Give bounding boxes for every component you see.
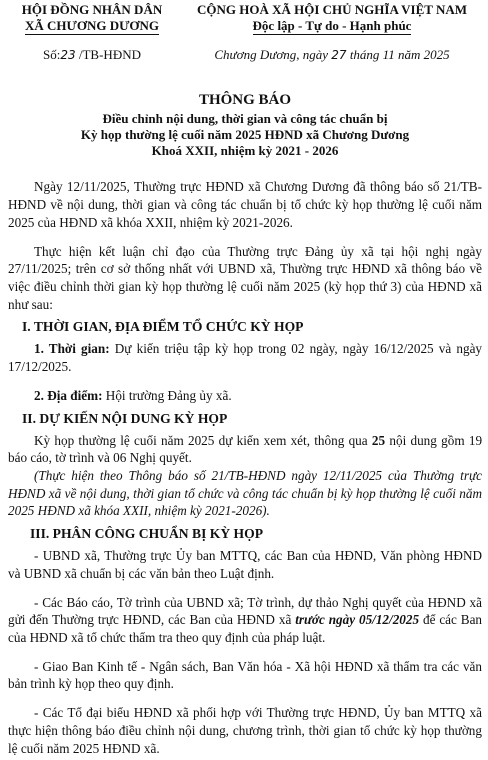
document-title: THÔNG BÁO xyxy=(198,91,292,108)
section-3-heading: III. PHÂN CÔNG CHUẨN BỊ KỲ HỌP xyxy=(30,526,263,542)
meeting-content xyxy=(8,432,482,467)
paragraph-2: Thực hiện kết luận chỉ đạo của Thường trực Đảng ủy xã tại hội nghị ngày 27/11/2025; trên cơ sở thống nhất với UBND xã, Thường trực HĐND xã thông báo về việc điều chỉnh thời gian kỳ họp thường lệ cuối năm 2025 (kỳ họp thứ 3) của HĐND xã như sau: xyxy=(8,243,482,312)
meeting-time xyxy=(8,340,482,375)
content-note: (Thực hiện theo Thông báo số 21/TB-HĐND ngày 12/11/2025 của Thường trực HĐND xã về nội dung, thời gian tổ chức và công tác chuẩn bị kỳ họp thường lệ cuối năm 2025 HĐND xã khóa XXII, nhiệm kỳ 2021-2026). xyxy=(8,468,482,519)
document-header xyxy=(8,0,482,35)
section-1-heading: I. THỜI GIAN, ĐỊA ĐIỂM TỔ CHỨC KỲ HỌP xyxy=(22,319,304,335)
assignment-3: - Giao Ban Kinh tế - Ngân sách, Ban Văn hóa - Xã hội HĐND xã thẩm tra các văn bản trình kỳ họp theo quy định. xyxy=(8,658,482,692)
date-suffix: tháng 11 năm 2025 xyxy=(349,47,450,63)
issuing-agency xyxy=(8,2,176,35)
document-subtitle xyxy=(8,111,482,160)
document-number xyxy=(8,46,176,63)
document-date xyxy=(182,46,482,63)
section-2-heading: II. DỰ KIẾN NỘI DUNG KỲ HỌP xyxy=(22,410,228,426)
subtitle-line-3: Khoá XXII, nhiệm kỳ 2021 - 2026 xyxy=(151,143,339,159)
document-meta xyxy=(8,46,482,63)
doc-no-handwritten: 23 xyxy=(60,48,76,63)
meeting-place xyxy=(8,387,482,405)
nation-line-1: CỘNG HOÀ XÃ HỘI CHỦ NGHĨA VIỆT NAM xyxy=(196,2,468,17)
doc-no-prefix: Số: xyxy=(43,47,61,63)
assignment-2 xyxy=(8,594,482,647)
assignment-2-text-b: để các Ban của HĐND xã tổ chức thẩm tra theo quy định của pháp luật. xyxy=(8,612,483,646)
place-text: Hội trường Đảng ủy xã. xyxy=(105,387,232,403)
agency-line-1: HỘI ĐỒNG NHÂN DÂN xyxy=(21,2,163,17)
subtitle-line-1: Điều chỉnh nội dung, thời gian và công tác chuẩn bị xyxy=(102,110,388,126)
subtitle-line-2: Kỳ họp thường lệ cuối năm 2025 HĐND xã Chương Dương xyxy=(80,126,410,142)
time-label: 1. Thời gian: xyxy=(34,341,110,357)
document-body xyxy=(8,178,482,757)
place-label: 2. Địa điểm: xyxy=(34,387,103,403)
doc-no-suffix: /TB-HĐND xyxy=(78,47,141,63)
national-motto xyxy=(182,2,482,35)
content-text-a: Kỳ họp thường lệ cuối năm 2025 dự kiến xem xét, thông qua xyxy=(34,432,368,448)
agency-line-2: XÃ CHƯƠNG DƯƠNG xyxy=(25,18,159,36)
time-text: Dự kiến triệu tập kỳ họp trong 02 ngày, ngày 16/12/2025 và ngày 17/12/2025. xyxy=(8,341,483,375)
submission-deadline: trước ngày 05/12/2025 xyxy=(295,612,420,628)
assignment-1: - UBND xã, Thường trực Ủy ban MTTQ, các Ban của HĐND, Văn phòng HĐND và UBND xã chuẩn bị các văn bản theo Luật định. xyxy=(8,548,482,582)
date-day-handwritten: 27 xyxy=(331,48,347,63)
paragraph-1: Ngày 12/11/2025, Thường trực HĐND xã Chương Dương đã thông báo số 21/TB-HĐND về nội dung, thời gian và công tác chuẩn bị tổ chức kỳ họp thường lệ cuối năm 2025 của HĐND xã khóa XXII, nhiệm kỳ 2021-2026. xyxy=(8,179,482,230)
assignment-2-text-a: - Các Báo cáo, Tờ trình của UBND xã; Tờ trình, dự thảo Nghị quyết của HĐND xã gửi đến Thường trực HĐND, các Ban của HĐND xã xyxy=(8,594,482,628)
date-prefix: Chương Dương, ngày xyxy=(214,47,329,63)
assignment-4: - Các Tổ đại biểu HĐND xã phối hợp với Thường trực HĐND, Ủy ban MTTQ xã thực hiện thông báo điều chỉnh nội dung, chương trình, thời gian tổ chức kỳ họp thường lệ cuối năm 2025 HĐND xã. xyxy=(8,705,482,756)
content-count: 25 xyxy=(371,432,386,448)
content-text-b: nội dung gồm 19 báo cáo, tờ trình và 06 Nghị quyết. xyxy=(8,432,483,466)
nation-line-2: Độc lập - Tự do - Hạnh phúc xyxy=(253,18,412,36)
